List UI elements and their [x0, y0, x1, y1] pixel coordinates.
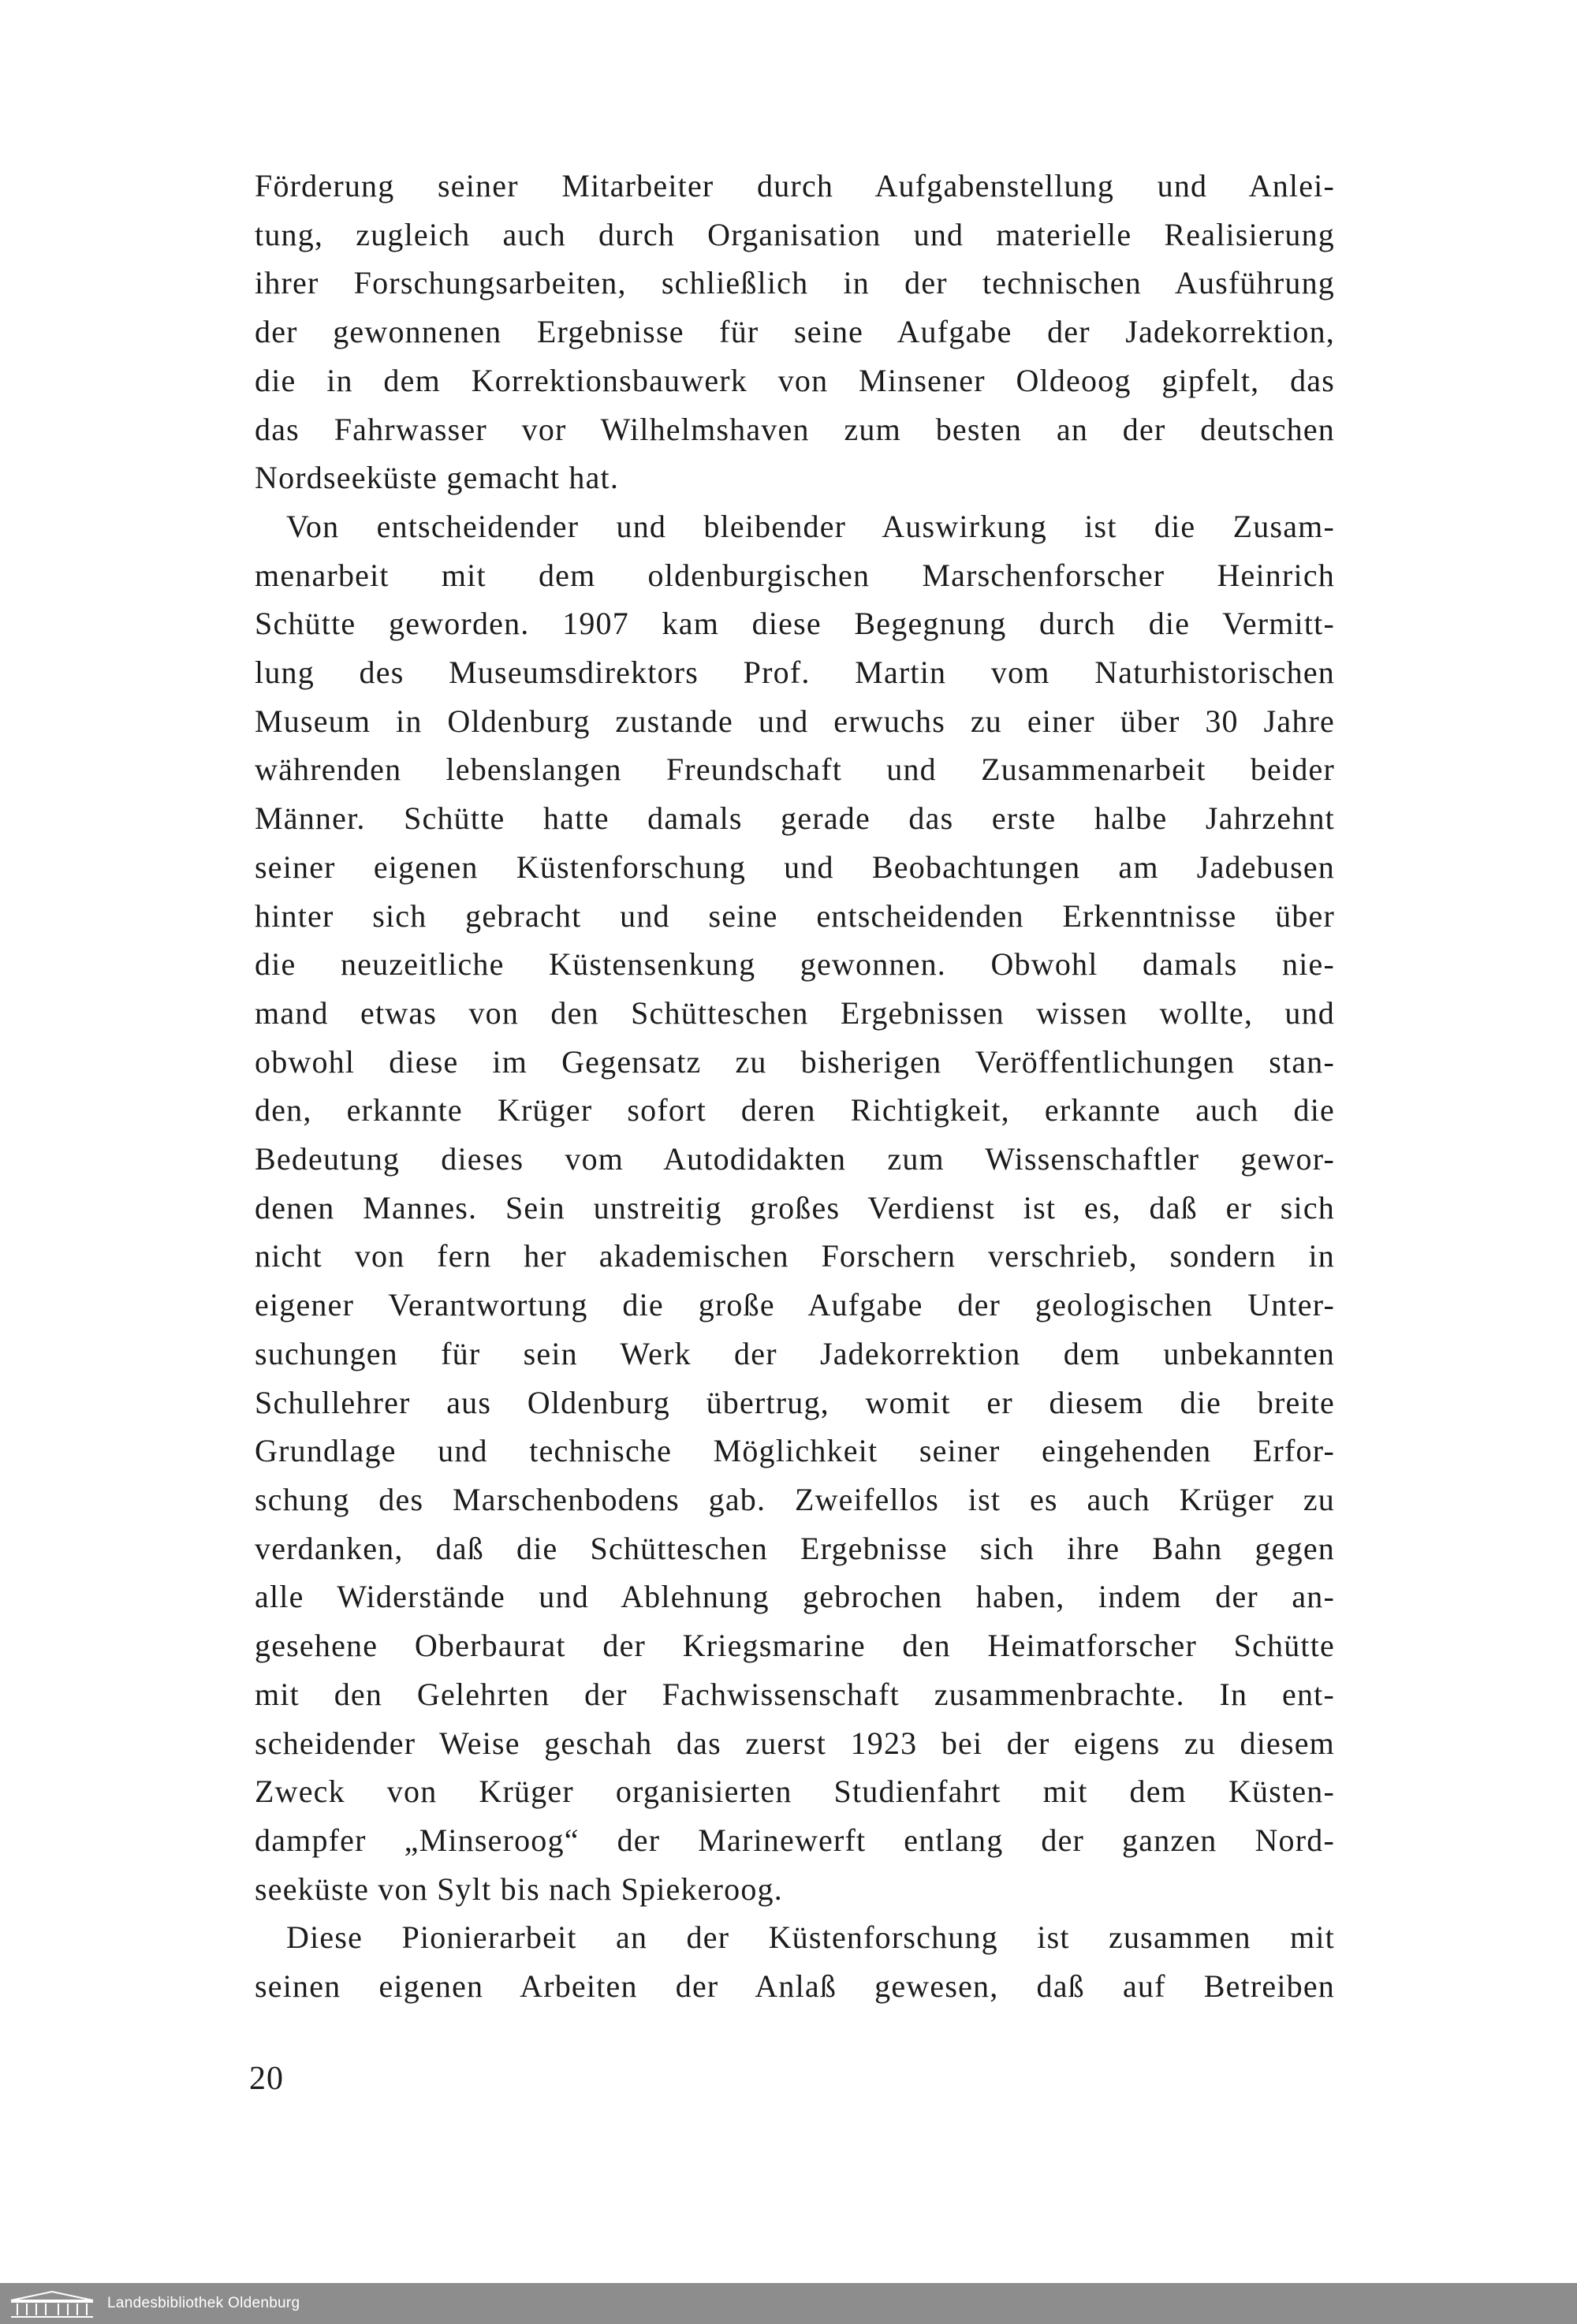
library-name: Landesbibliothek Oldenburg	[107, 2295, 300, 2311]
text-line: Förderung seiner Mitarbeiter durch Aufgabenstellung und Anlei-	[255, 168, 1335, 203]
text-line: hinter sich gebracht und seine entscheidenden Erkenntnisse über	[255, 897, 1335, 934]
text-line: eigener Verantwortung die große Aufgabe der geologischen Unter-	[255, 1287, 1335, 1323]
text-line: seinen eigenen Arbeiten der Anlaß gewesen, daß auf Betreiben	[255, 1968, 1335, 2005]
text-line: suchungen für sein Werk der Jadekorrektion dem unbekannten	[255, 1335, 1335, 1371]
text-line: alle Widerstände und Ablehnung gebrochen haben, indem der an-	[255, 1579, 1335, 1615]
text-line: dampfer „Minseroog“ der Marinewerft entlang der ganzen Nord-	[255, 1822, 1335, 1858]
page-number: 20	[249, 2061, 284, 2097]
text-line: seiner eigenen Küstenforschung und Beobachtungen am Jadebusen	[255, 849, 1335, 885]
text-line: Diese Pionierarbeit an der Küstenforschung ist zusammen mit	[286, 1919, 1335, 1956]
text-line: Schullehrer aus Oldenburg übertrug, womit er diesem die breite	[255, 1384, 1335, 1420]
text-line: der gewonnenen Ergebnisse für seine Aufgabe der Jadekorrektion,	[255, 314, 1335, 350]
text-line: Bedeutung dieses vom Autodidakten zum Wissenschaftler gewor-	[255, 1141, 1335, 1177]
text-line: tung, zugleich auch durch Organisation und materielle Realisierung	[255, 216, 1335, 252]
library-footer-bar	[0, 2283, 1577, 2324]
text-line: mit den Gelehrten der Fachwissenschaft zusammenbrachte. In ent-	[255, 1676, 1335, 1712]
library-building-icon	[8, 2289, 96, 2319]
paragraph-2	[255, 502, 1335, 1913]
text-line: verdanken, daß die Schütteschen Ergebnisse sich ihre Bahn gegen	[255, 1530, 1335, 1566]
page-body-text	[255, 162, 1335, 2011]
paragraph-1	[255, 162, 1335, 502]
text-line: Zweck von Krüger organisierten Studienfahrt mit dem Küsten-	[255, 1774, 1335, 1810]
text-line: scheidender Weise geschah das zuerst 1923 bei der eigens zu diesem	[255, 1725, 1335, 1761]
text-line: Männer. Schütte hatte damals gerade das erste halbe Jahrzehnt	[255, 800, 1335, 837]
text-line: obwohl diese im Gegensatz zu bisherigen Veröffentlichungen stan-	[255, 1043, 1335, 1080]
text-line: Von entscheidender und bleibender Auswirkung ist die Zusam-	[286, 508, 1335, 544]
text-line: ihrer Forschungsarbeiten, schließlich in der technischen Ausführung	[255, 265, 1335, 301]
text-line: Grundlage und technische Möglichkeit seiner eingehenden Erfor-	[255, 1433, 1335, 1469]
text-line: menarbeit mit dem oldenburgischen Marschenforscher Heinrich	[255, 557, 1335, 593]
text-line: das Fahrwasser vor Wilhelmshaven zum besten an der deutschen	[255, 411, 1335, 447]
text-line: mand etwas von den Schütteschen Ergebnissen wissen wollte, und	[255, 994, 1335, 1031]
text-line: denen Mannes. Sein unstreitig großes Verdienst ist es, daß er sich	[255, 1189, 1335, 1225]
text-line: den, erkannte Krüger sofort deren Richtigkeit, erkannte auch die	[255, 1092, 1335, 1128]
text-line: seeküste von Sylt bis nach Spiekeroog.	[255, 1871, 783, 1907]
paragraph-3	[255, 1913, 1335, 2010]
text-line: die neuzeitliche Küstensenkung gewonnen. Obwohl damals nie-	[255, 946, 1335, 983]
text-line: die in dem Korrektionsbauwerk von Minsener Oldeoog gipfelt, das	[255, 362, 1335, 398]
text-line: Museum in Oldenburg zustande und erwuchs zu einer über 30 Jahre	[255, 703, 1335, 739]
text-line: nicht von fern her akademischen Forschern verschrieb, sondern in	[255, 1238, 1335, 1274]
text-line: lung des Museumsdirektors Prof. Martin vom Naturhistorischen	[255, 655, 1335, 691]
text-line: Schütte geworden. 1907 kam diese Begegnung durch die Vermitt-	[255, 606, 1335, 642]
text-line: schung des Marschenbodens gab. Zweifellos ist es auch Krüger zu	[255, 1481, 1335, 1517]
text-line: währenden lebenslangen Freundschaft und Zusammenarbeit beider	[255, 752, 1335, 788]
text-line: gesehene Oberbaurat der Kriegsmarine den Heimatforscher Schütte	[255, 1628, 1335, 1664]
text-line: Nordseeküste gemacht hat.	[255, 460, 620, 496]
